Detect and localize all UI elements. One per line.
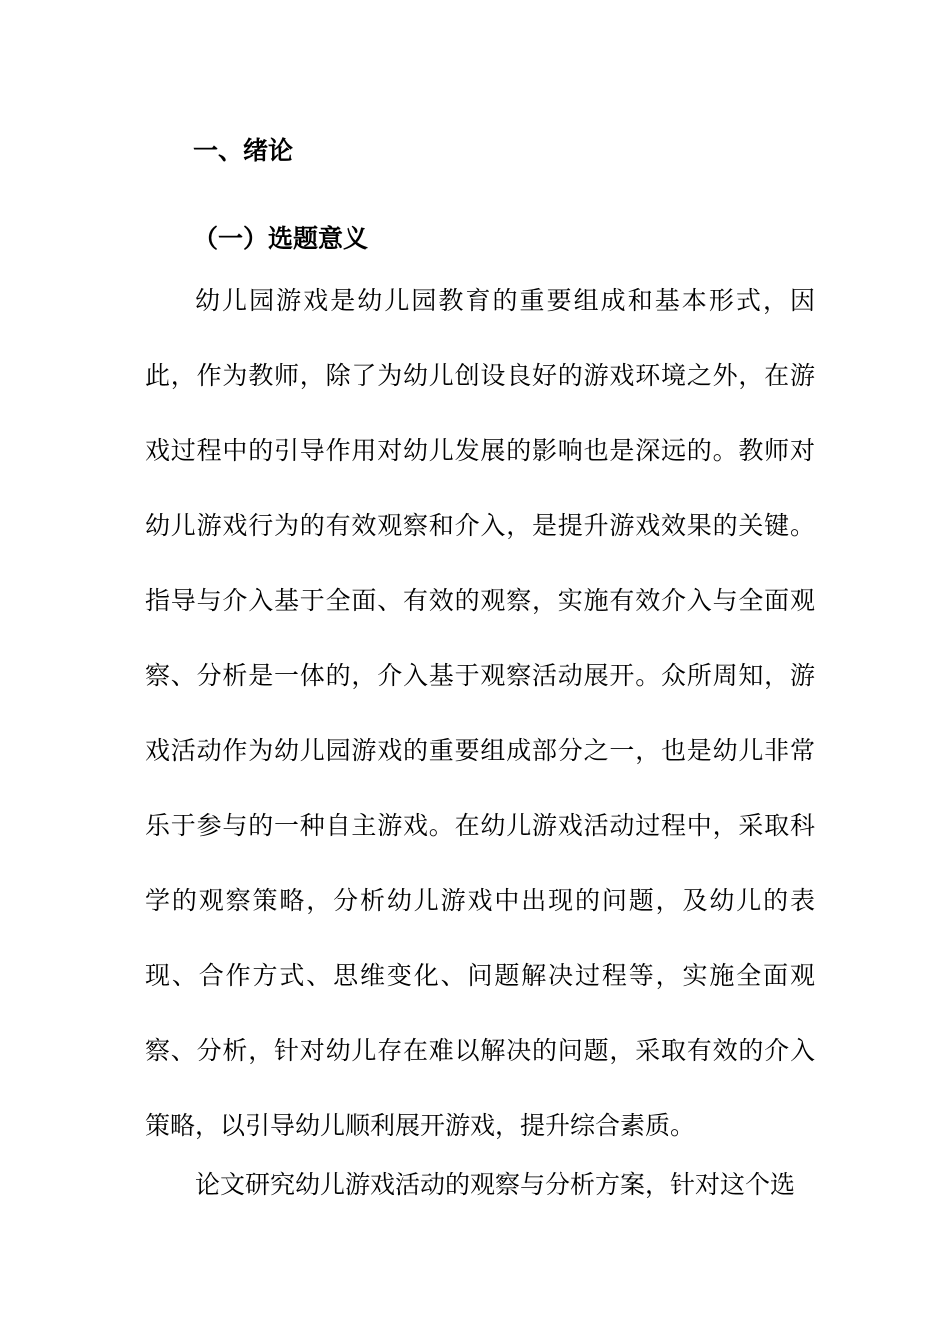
section-heading: 一、绪论 (193, 136, 294, 165)
body-paragraph: 幼儿园游戏是幼儿园教育的重要组成和基本形式，因此，作为教师，除了为幼儿创设良好的游戏环境之外，在游戏过程中的引导作用对幼儿发展的影响也是深远的。教师对幼儿游戏行为的有效观察和介入，是提升游戏效果的关键。指导与介入基于全面、有效的观察，实施有效介入与全面观察、分析是一体的，介入基于观察活动展开。众所周知，游戏活动作为幼儿园游戏的重要组成部分之一，也是幼儿非常乐于参与的一种自主游戏。在幼儿游戏活动过程中，采取科学的观察策略，分析幼儿游戏中出现的问题，及幼儿的表现、合作方式、思维变化、问题解决过程等，实施全面观察、分析，针对幼儿存在难以解决的问题，采取有效的介入策略，以引导幼儿顺利展开游戏，提升综合素质。 (145, 286, 815, 1140)
body-paragraph: 论文研究幼儿游戏活动的观察与分析方案，针对这个选 (195, 1170, 796, 1199)
subsection-heading: （一）选题意义 (193, 224, 369, 253)
